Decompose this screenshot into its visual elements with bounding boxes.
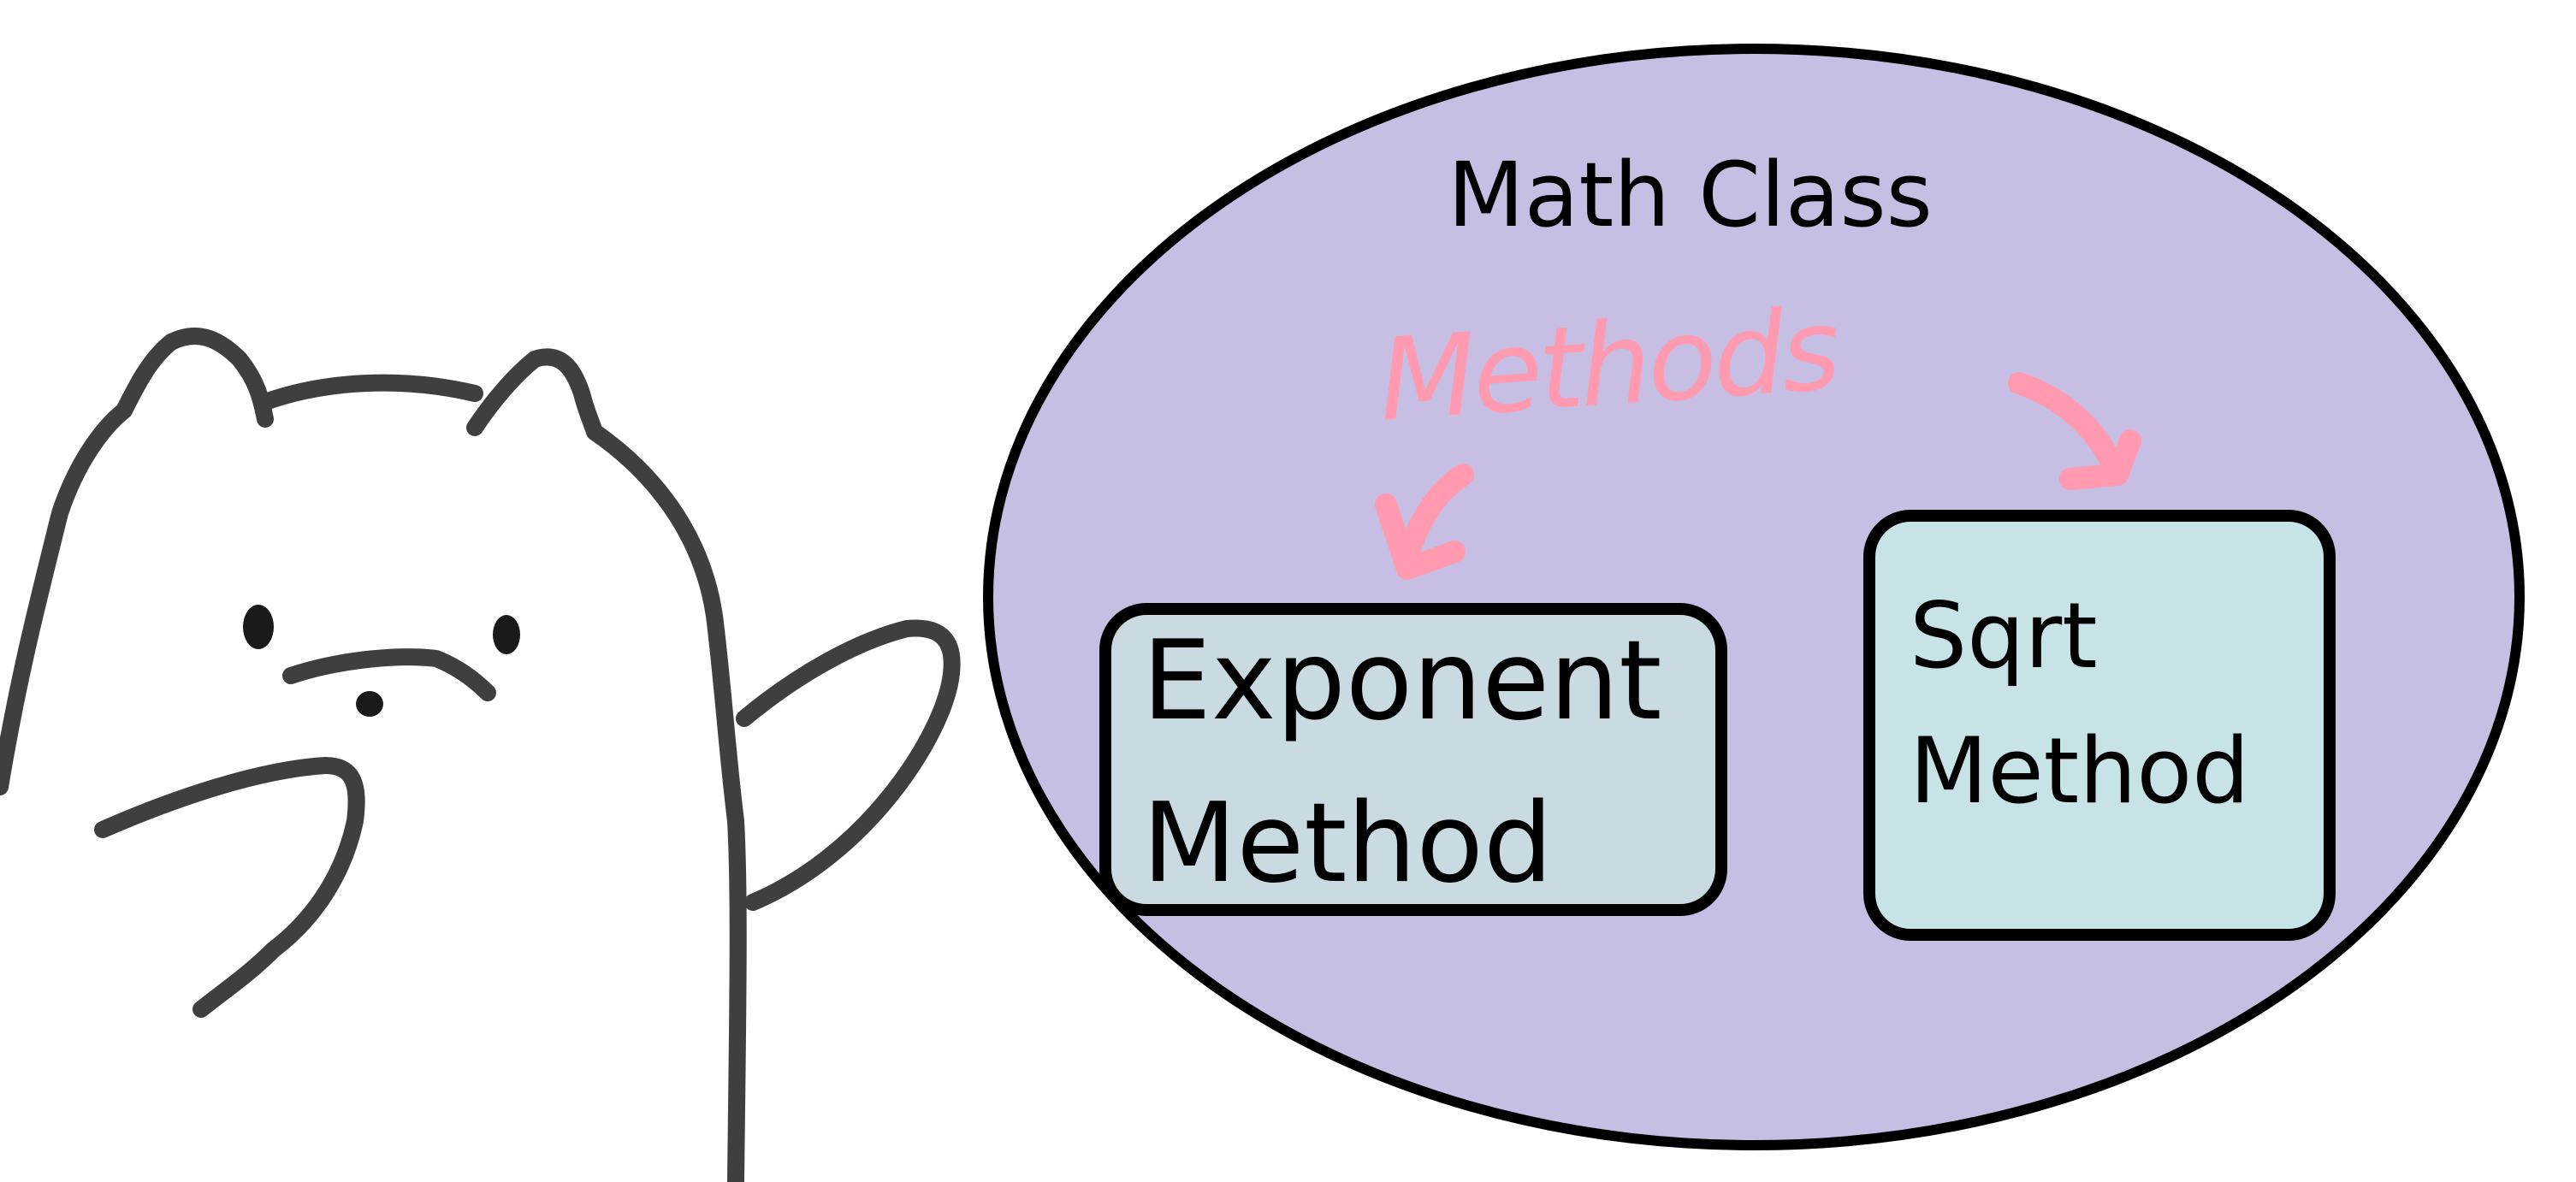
- bear-left-eye: [243, 605, 274, 649]
- bear-right-side: [595, 432, 738, 1182]
- methods-annotation: Methods: [1374, 283, 1841, 447]
- bear-nose: [356, 691, 383, 717]
- bear-head-top: [265, 383, 475, 402]
- bear-arm: [744, 628, 952, 902]
- bear-left-side: [0, 336, 265, 787]
- sqrt-method-label-line1: Sqrt: [1910, 583, 2098, 689]
- math-class-title: Math Class: [1448, 143, 1933, 247]
- bear-mouth: [291, 657, 488, 693]
- bear-right-ear: [475, 357, 595, 432]
- bear-hand: [103, 765, 357, 1009]
- exponent-method-label-line1: Exponent: [1142, 618, 1662, 745]
- exponent-method-label-line2: Method: [1142, 780, 1554, 907]
- bear-character: [0, 336, 952, 1182]
- bear-right-eye: [493, 615, 520, 654]
- sqrt-method-label-line2: Method: [1910, 718, 2250, 824]
